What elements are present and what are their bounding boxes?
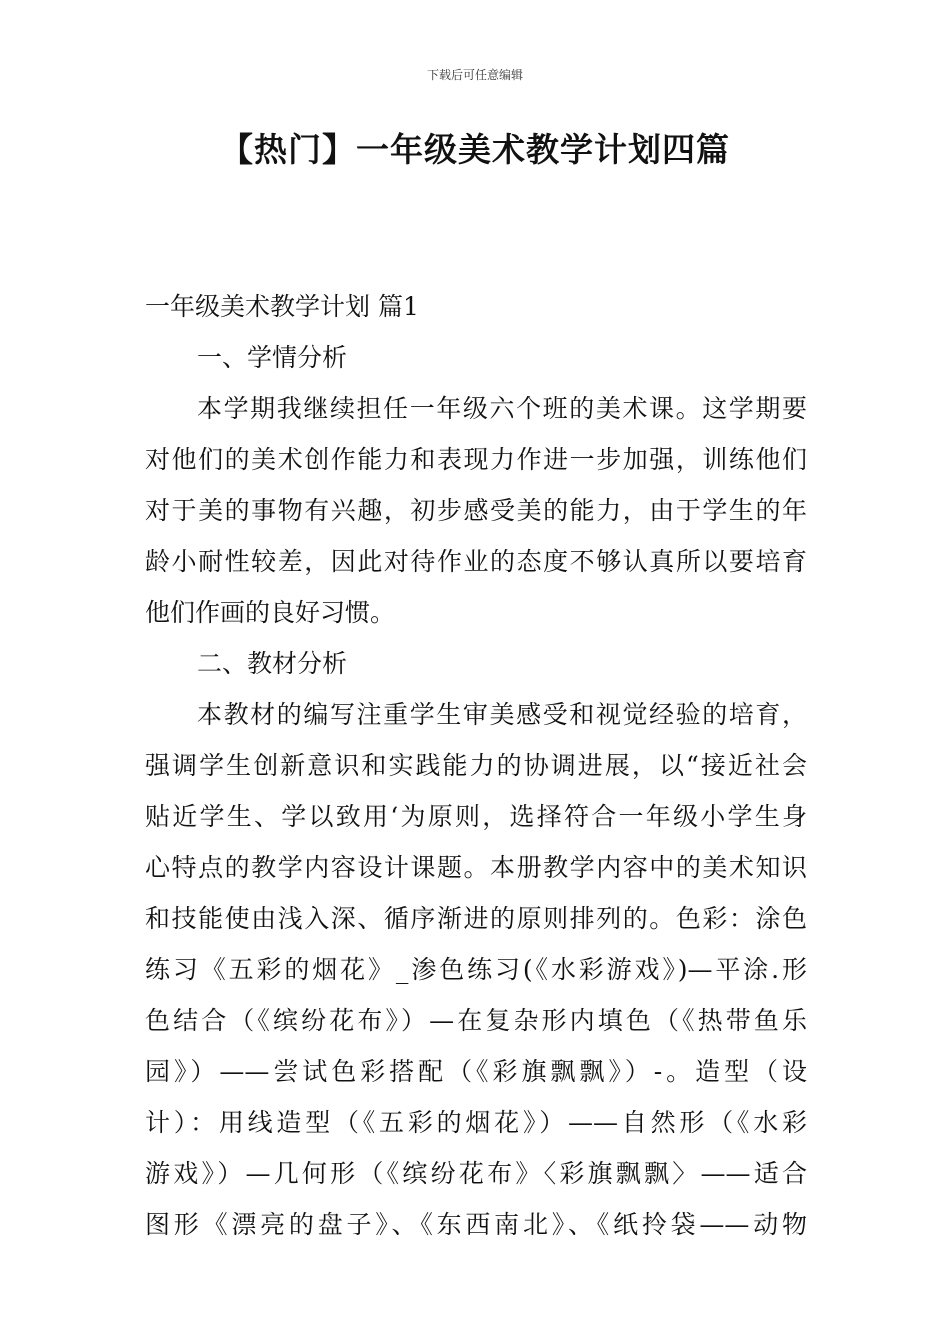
paragraph-line: 心特点的教学内容设计课题。本册教学内容中的美术知识 xyxy=(145,853,807,882)
paragraph-line: 本教材的编写注重学生审美感受和视觉经验的培育， xyxy=(197,700,807,729)
section-heading: 一年级美术教学计划 篇1 xyxy=(145,292,419,321)
paragraph-line: 对他们的美术创作能力和表现力作进一步加强，训练他们 xyxy=(145,445,807,474)
page-header-note: 下载后可任意编辑 xyxy=(426,68,523,82)
paragraph-line: 强调学生创新意识和实践能力的协调进展，以“接近社会 xyxy=(145,751,807,780)
document-title: 【热门】一年级美术教学计划四篇 xyxy=(220,130,730,169)
paragraph-line: 练习《五彩的烟花》_渗色练习(《水彩游戏》)—平涂.形 xyxy=(145,955,807,984)
paragraph-line: 计）：用线造型（《五彩的烟花》）——自然形（《水彩 xyxy=(145,1108,807,1137)
heading-textbook-analysis: 二、教材分析 xyxy=(197,649,348,678)
paragraph-learning-analysis xyxy=(145,383,807,638)
paragraph-line: 对于美的事物有兴趣，初步感受美的能力，由于学生的年 xyxy=(145,496,807,525)
paragraph-line: 色结合（《缤纷花布》）—在复杂形内填色（《热带鱼乐 xyxy=(145,1006,807,1035)
paragraph-line: 图形《漂亮的盘子》、《东西南北》、《纸拎袋——动物 xyxy=(145,1210,807,1239)
heading-learning-analysis: 一、学情分析 xyxy=(197,343,348,372)
paragraph-line: 园》）——尝试色彩搭配（《彩旗飘飘》）-。造型（设 xyxy=(145,1057,807,1086)
paragraph-line: 游戏》）—几何形（《缤纷花布》〈彩旗飘飘〉——适合 xyxy=(145,1159,807,1188)
paragraph-line: 他们作画的良好习惯。 xyxy=(145,598,396,627)
paragraph-line: 和技能使由浅入深、循序渐进的原则排列的。色彩：涂色 xyxy=(145,904,807,933)
paragraph-textbook-analysis xyxy=(145,689,807,1250)
paragraph-line: 龄小耐性较差，因此对待作业的态度不够认真所以要培育 xyxy=(145,547,807,576)
paragraph-line: 本学期我继续担任一年级六个班的美术课。这学期要 xyxy=(197,394,807,423)
paragraph-line: 贴近学生、学以致用‘为原则，选择符合一年级小学生身 xyxy=(145,802,807,831)
document-body xyxy=(145,281,807,1250)
